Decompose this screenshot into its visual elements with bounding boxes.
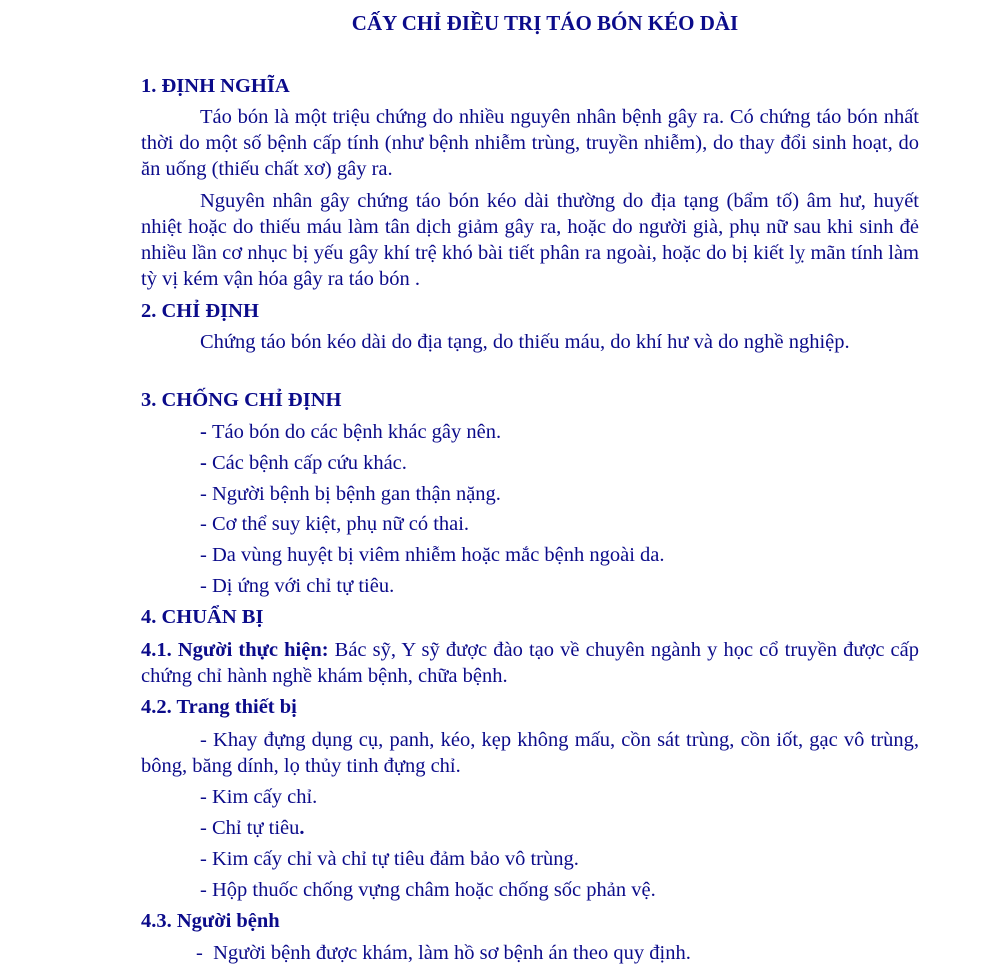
list-item: - Hộp thuốc chống vựng châm hoặc chống sốc phản vệ. [200, 879, 656, 901]
list-item: - Cơ thể suy kiệt, phụ nữ có thai. [200, 513, 470, 535]
list-item: - Các bệnh cấp cứu khác. [200, 452, 407, 474]
section-4-3-heading: 4.3. Người bệnh [141, 910, 280, 932]
list-item: - Khay đựng dụng cụ, panh, kéo, kẹp không mấu, cồn sát trùng, cồn iốt, gạc vô trùng, bông, băng dính, lọ thủy tinh đựng chỉ. [141, 729, 920, 777]
document-title: CẤY CHỈ ĐIỀU TRỊ TÁO BÓN KÉO DÀI [351, 11, 739, 35]
list-item-text: Chỉ tự tiêu [211, 817, 300, 839]
section-4-1-paragraph [141, 637, 919, 689]
section-1-paragraph-1: Táo bón là một triệu chứng do nhiều nguyên nhân bệnh gây ra. Có chứng táo bón nhất thời do một số bệnh cấp tính (như bệnh nhiễm trùng, truyền nhiễm), do thay đổi sinh hoạt, do ăn uống (thiếu chất xơ) gây ra. [141, 106, 919, 180]
list-item: - Dị ứng với chỉ tự tiêu. [200, 575, 395, 597]
section-4-2-heading: 4.2. Trang thiết bị [141, 696, 297, 718]
list-item-text: Hộp thuốc chống vựng châm hoặc chống sốc phản vệ. [211, 879, 656, 901]
section-2-paragraph: Chứng táo bón kéo dài do địa tạng, do thiếu máu, do khí hư và do nghề nghiệp. [200, 331, 850, 353]
list-item: - Người bệnh được khám, làm hồ sơ bệnh án theo quy định. [196, 942, 691, 964]
list-item: - Chỉ tự tiêu. [200, 817, 305, 839]
list-item-text: Người bệnh được khám, làm hồ sơ bệnh án theo quy định. [213, 942, 691, 964]
list-item-text: Các bệnh cấp cứu khác. [211, 452, 407, 474]
list-item-text: Khay đựng dụng cụ, panh, kéo, kẹp không mấu, cồn sát trùng, cồn iốt, gạc vô trùng, bông, băng dính, lọ thủy tinh đựng chỉ. [141, 729, 920, 777]
section-1-paragraph-2: Nguyên nhân gây chứng táo bón kéo dài thường do địa tạng (bẩm tố) âm hư, huyết nhiệt hoặc do thiếu máu làm tân dịch giảm gây ra, hoặc do người già, phụ nữ sau khi sinh đẻ nhiều lần cơ nhục bị yếu gây khí trệ khó bài tiết phân ra ngoài, hoặc do bị kiết lỵ mãn tính làm tỳ vị kém vận hóa gây ra táo bón . [141, 190, 919, 290]
list-item: - Da vùng huyệt bị viêm nhiễm hoặc mắc bệnh ngoài da. [200, 544, 665, 566]
section-4-1-label: 4.1. Người thực hiện: [141, 639, 329, 661]
section-3-heading: 3. CHỐNG CHỈ ĐỊNH [141, 389, 342, 411]
section-2-heading: 2. CHỈ ĐỊNH [141, 300, 259, 322]
section-4-1-text: Bác sỹ, Y sỹ được đào tạo về chuyên ngành y học cổ truyền được cấp chứng chỉ hành nghề khám bệnh, chữa bệnh. [141, 639, 919, 687]
list-item: - Kim cấy chỉ. [200, 786, 318, 808]
list-item-text: Da vùng huyệt bị viêm nhiễm hoặc mắc bệnh ngoài da. [211, 544, 665, 566]
list-item: - Kim cấy chỉ và chỉ tự tiêu đảm bảo vô trùng. [200, 848, 579, 870]
section-1-heading: 1. ĐỊNH NGHĨA [141, 75, 290, 97]
section-4-heading: 4. CHUẨN BỊ [141, 606, 264, 628]
list-item-text: Táo bón do các bệnh khác gây nên. [211, 421, 502, 443]
list-item-text: Dị ứng với chỉ tự tiêu. [211, 575, 395, 597]
list-item: - Táo bón do các bệnh khác gây nên. [200, 421, 502, 443]
list-item-text: Người bệnh bị bệnh gan thận nặng. [211, 483, 501, 505]
list-item-text: Cơ thể suy kiệt, phụ nữ có thai. [211, 513, 470, 535]
list-item: - Người bệnh bị bệnh gan thận nặng. [200, 483, 501, 505]
list-item-text: Kim cấy chỉ. [211, 786, 318, 808]
list-item-text: Kim cấy chỉ và chỉ tự tiêu đảm bảo vô trùng. [211, 848, 579, 870]
